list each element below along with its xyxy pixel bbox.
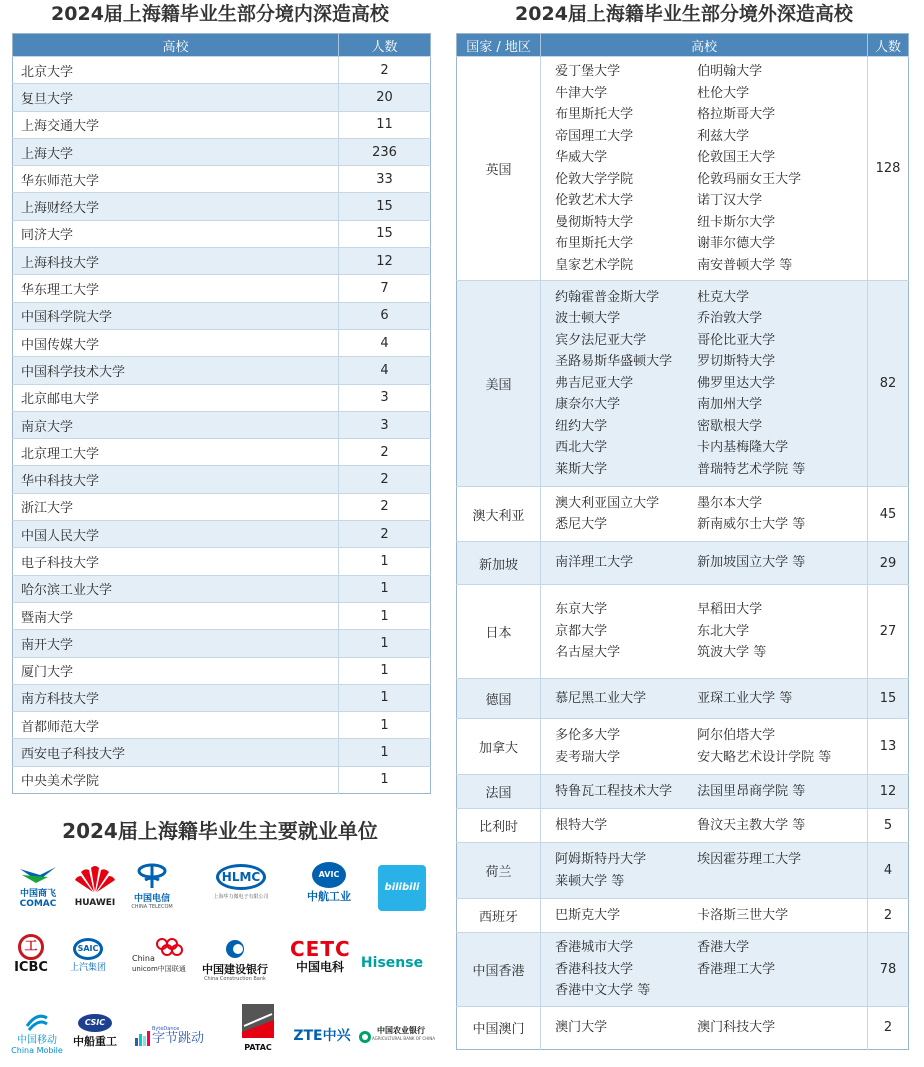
school-name: 慕尼黑工业大学 [555,690,647,706]
school-name-cell: 南京大学 [13,411,339,438]
schools-cell [541,57,868,281]
school-name-cell: 上海科技大学 [13,248,339,275]
count-cell: 4 [339,357,431,384]
school-name: 埃因霍芬理工大学 [697,852,802,867]
school-name: 筑波大学 等 [697,645,767,661]
count-cell: 1 [339,548,431,575]
school-name-cell: 南开大学 [13,630,339,657]
school-name-cell: 北京邮电大学 [13,384,339,411]
schools-grid [555,849,867,892]
china-telecom-logo: 中国电信 CHINA TELECOM [128,862,176,910]
schools-cell [541,679,868,719]
count-cell: 2 [339,439,431,466]
school-name: 佛罗里达大学 [697,375,776,391]
school-name: 西北大学 [555,440,608,456]
count-cell: 15 [339,193,431,220]
table-row [457,57,909,281]
telecom-swirl-icon [135,862,169,890]
column-header-count: 人数 [339,34,431,57]
count-cell: 1 [339,575,431,602]
table-row [457,809,909,843]
school-name: 澳门科技大学 [697,1019,776,1035]
domestic-schools-table [12,33,431,794]
school-name: 墨尔本大学 [697,495,763,511]
school-name: 波士顿大学 [555,311,621,327]
huawei-logo: HUAWEI [70,864,120,908]
school-name: 卡内基梅隆大学 [697,440,789,456]
schools-grid [555,552,867,574]
school-name: 澳大利亚国立大学 [555,495,660,511]
count-cell: 13 [868,719,909,775]
table-row [457,899,909,933]
table-row [13,466,431,493]
table-row [457,585,909,679]
count-cell: 29 [868,542,909,585]
schools-grid [555,725,867,768]
school-name-cell: 暨南大学 [13,602,339,629]
column-header-school: 高校 [13,34,339,57]
country-cell: 荷兰 [457,843,541,899]
column-header-count: 人数 [868,34,909,57]
schools-cell [541,585,868,679]
hisense-logo: Hisense [360,955,424,971]
school-name: 伦敦艺术大学 [555,193,634,208]
count-cell: 33 [339,166,431,193]
school-name: 特鲁瓦工程技术大学 [555,783,673,799]
table-row [13,357,431,384]
schools-grid [555,287,867,481]
count-cell: 1 [339,712,431,739]
schools-grid [555,599,867,664]
table-header-row [13,34,431,57]
count-cell: 5 [868,809,909,843]
school-name-cell: 华东师范大学 [13,166,339,193]
school-name: 安大略艺术设计学院 等 [697,749,832,765]
school-name-cell: 哈尔滨工业大学 [13,575,339,602]
table-row [457,1006,909,1049]
abc-logo: 中国农业银行 AGRICULTURAL BANK OF CHINA [358,1026,430,1041]
count-cell: 20 [339,84,431,111]
school-name: 阿姆斯特丹大学 [555,852,647,867]
school-name: 鲁汶天主教大学 等 [697,817,806,833]
table-row [13,329,431,356]
school-name: 密歇根大学 [697,418,763,434]
patac-logo: PATAC [236,1004,280,1052]
mobile-swirl-icon [23,1010,51,1032]
count-cell: 4 [339,329,431,356]
zte-logo: ZTE中兴 [293,1028,351,1044]
icbc-logo: 工 ICBC [10,934,52,976]
school-name-cell: 中央美术学院 [13,766,339,793]
school-name: 弗吉尼亚大学 [555,375,634,391]
school-name: 哥伦比亚大学 [697,332,776,348]
count-cell: 1 [339,602,431,629]
count-cell: 2 [339,493,431,520]
count-cell: 1 [339,684,431,711]
table-row [13,166,431,193]
schools-grid [555,61,867,276]
schools-cell [541,281,868,487]
schools-grid [555,493,867,536]
cetc-mark: CETC [290,937,351,961]
table-row [13,411,431,438]
table-row [457,542,909,585]
school-name: 京都大学 [555,623,608,639]
table-row [13,138,431,165]
school-name: 巴斯克大学 [555,907,621,923]
unicom-knot-icon [152,936,188,958]
school-name-cell: 浙江大学 [13,493,339,520]
table-row [13,766,431,793]
china-mobile-logo: 中国移动 China Mobile [10,1010,64,1056]
country-cell: 德国 [457,679,541,719]
school-name-cell: 复旦大学 [13,84,339,111]
table-row [13,248,431,275]
table-row [13,84,431,111]
school-name: 纽约大学 [555,418,608,434]
school-name-cell: 西安电子科技大学 [13,739,339,766]
comac-logo: 中国商飞 COMAC [10,865,66,909]
country-cell: 美国 [457,281,541,487]
ccb-icon [224,938,246,960]
school-name-cell: 同济大学 [13,220,339,247]
school-name: 伦敦玛丽女王大学 [697,171,802,187]
school-name-cell: 中国传媒大学 [13,329,339,356]
table-row [457,487,909,542]
schools-grid [555,688,867,710]
school-name: 根特大学 [555,817,608,833]
school-name: 香港城市大学 [555,940,634,955]
count-cell: 12 [868,775,909,809]
school-name: 新南威尔士大学 等 [697,517,806,532]
school-name: 布里斯托大学 [555,107,634,122]
count-cell: 2 [868,1006,909,1049]
school-name: 杜克大学 [697,289,750,305]
school-name: 法国里昂商学院 等 [697,783,806,799]
bytedance-logo: ByteDance 字节跳动 [132,1026,222,1046]
hlmc-mark: HLMC [216,864,266,890]
school-name-cell: 中国科学技术大学 [13,357,339,384]
schools-grid [555,815,867,837]
school-name-cell: 上海财经大学 [13,193,339,220]
bilibili-mark: bilibili [384,882,420,893]
school-name: 帝国理工大学 [555,128,634,144]
school-name: 格拉斯哥大学 [697,107,776,122]
table-row [457,843,909,899]
school-name: 莱顿大学 等 [555,873,625,889]
school-name: 罗切斯特大学 [697,354,776,370]
school-name: 伦敦大学学院 [555,171,634,187]
school-name: 南加州大学 [697,397,763,413]
table-row [13,712,431,739]
saic-logo: SAIC 上汽集团 [66,938,110,973]
table-row [457,933,909,1007]
school-name: 华威大学 [555,150,608,165]
schools-grid [555,1017,867,1039]
school-name [697,871,867,893]
avic-mark: AVIC [312,862,346,888]
school-name: 早稻田大学 [697,602,763,618]
cetc-logo: CETC 中国电科 [290,937,351,974]
column-header-school: 高校 [541,34,868,57]
school-name: 莱斯大学 [555,461,608,477]
school-name: 牛津大学 [555,85,608,101]
school-name: 香港大学 [697,940,750,955]
country-cell: 中国澳门 [457,1006,541,1049]
school-name: 名古屋大学 [555,645,621,661]
avic-logo: AVIC 中航工业 [296,862,362,904]
school-name-cell: 北京大学 [13,57,339,84]
table-row [13,57,431,84]
school-name-cell: 南方科技大学 [13,684,339,711]
school-name: 爱丁堡大学 [555,64,621,79]
abc-icon [358,1030,372,1044]
school-name: 阿尔伯塔大学 [697,728,776,743]
country-cell: 加拿大 [457,719,541,775]
schools-grid [555,781,867,803]
school-name-cell: 华东理工大学 [13,275,339,302]
table-row [13,111,431,138]
employers-title: 2024届上海籍毕业生主要就业单位 [62,819,378,843]
school-name: 曼彻斯特大学 [555,214,634,230]
table-row [13,575,431,602]
school-name: 南安普顿大学 等 [697,257,793,273]
schools-cell [541,542,868,585]
school-name-cell: 首都师范大学 [13,712,339,739]
table-row [457,679,909,719]
school-name: 新加坡国立大学 等 [697,555,806,571]
school-name-cell: 中国科学院大学 [13,302,339,329]
table-row [13,493,431,520]
overseas-schools-table [456,33,909,1050]
table-row [13,602,431,629]
school-name: 东北大学 [697,623,750,639]
table-row [457,281,909,487]
school-name: 东京大学 [555,602,608,618]
school-name: 卡洛斯三世大学 [697,907,789,923]
school-name: 亚琛工业大学 等 [697,690,793,706]
country-cell: 法国 [457,775,541,809]
table-row [13,384,431,411]
huawei-flower-icon [73,864,117,894]
school-name: 麦考瑞大学 [555,749,621,765]
schools-cell [541,843,868,899]
school-name: 香港理工大学 [697,961,776,977]
school-name: 圣路易斯华盛顿大学 [555,354,673,370]
count-cell: 2 [339,466,431,493]
country-cell: 中国香港 [457,933,541,1007]
count-cell: 82 [868,281,909,487]
school-name: 诺丁汉大学 [697,193,763,208]
comac-wing-icon [18,865,58,885]
country-cell: 日本 [457,585,541,679]
csic-mark: CSIC [78,1014,112,1032]
school-name: 香港中文大学 等 [555,983,651,998]
schools-grid [555,937,867,1002]
country-cell: 英国 [457,57,541,281]
count-cell: 12 [339,248,431,275]
table-row [13,275,431,302]
schools-cell [541,719,868,775]
count-cell: 7 [339,275,431,302]
count-cell: 6 [339,302,431,329]
school-name-cell: 上海交通大学 [13,111,339,138]
table-row [13,193,431,220]
school-name-cell: 中国人民大学 [13,521,339,548]
table-row [13,739,431,766]
school-name: 香港科技大学 [555,961,634,977]
count-cell: 128 [868,57,909,281]
count-cell: 1 [339,630,431,657]
count-cell: 78 [868,933,909,1007]
count-cell: 1 [339,739,431,766]
school-name: 皇家艺术学院 [555,257,634,273]
school-name: 布里斯托大学 [555,236,634,251]
schools-cell [541,899,868,933]
china-unicom-logo: China unicom中国联通 [132,942,190,974]
school-name: 伯明翰大学 [697,64,763,79]
school-name: 杜伦大学 [697,85,750,101]
count-cell: 236 [339,138,431,165]
school-name: 伦敦国王大学 [697,150,776,165]
count-cell: 2 [339,57,431,84]
school-name: 澳门大学 [555,1019,608,1035]
school-name: 普瑞特艺术学院 等 [697,461,806,477]
school-name: 乔治敦大学 [697,311,763,327]
bytedance-bars-icon [134,1030,150,1046]
column-header-country: 国家 / 地区 [457,34,541,57]
school-name: 约翰霍普金斯大学 [555,289,660,305]
count-cell: 2 [339,521,431,548]
schools-cell [541,487,868,542]
school-name: 多伦多大学 [555,728,621,743]
school-name: 康奈尔大学 [555,397,621,413]
ccb-logo: 中国建设银行 China Construction Bank [196,938,274,982]
right-table-title: 2024届上海籍毕业生部分境外深造高校 [515,3,853,25]
count-cell: 1 [339,766,431,793]
school-name-cell: 华中科技大学 [13,466,339,493]
school-name: 悉尼大学 [555,517,608,532]
left-table-title: 2024届上海籍毕业生部分境内深造高校 [51,3,389,25]
school-name: 宾夕法尼亚大学 [555,332,647,348]
count-cell: 15 [339,220,431,247]
count-cell: 11 [339,111,431,138]
count-cell: 1 [339,657,431,684]
table-row [457,775,909,809]
school-name-cell: 上海大学 [13,138,339,165]
hlmc-logo: HLMC 上海华力微电子有限公司 [197,864,285,900]
table-row [457,719,909,775]
bilibili-logo [378,865,426,911]
school-name [697,980,867,1002]
saic-mark: SAIC [73,938,103,960]
country-cell: 澳大利亚 [457,487,541,542]
icbc-mark: 工 [18,934,44,960]
csic-logo: CSIC 中船重工 [70,1014,120,1049]
schools-cell [541,933,868,1007]
school-name-cell: 厦门大学 [13,657,339,684]
count-cell: 15 [868,679,909,719]
school-name-cell: 电子科技大学 [13,548,339,575]
count-cell: 2 [868,899,909,933]
school-name-cell: 北京理工大学 [13,439,339,466]
count-cell: 3 [339,411,431,438]
count-cell: 4 [868,843,909,899]
table-row [13,439,431,466]
table-row [13,630,431,657]
count-cell: 27 [868,585,909,679]
schools-cell [541,1006,868,1049]
country-cell: 西班牙 [457,899,541,933]
count-cell: 3 [339,384,431,411]
table-row [13,548,431,575]
country-cell: 比利时 [457,809,541,843]
school-name: 谢菲尔德大学 [697,236,776,251]
school-name: 纽卡斯尔大学 [697,214,776,230]
schools-grid [555,905,867,927]
count-cell: 45 [868,487,909,542]
table-row [13,302,431,329]
schools-cell [541,809,868,843]
table-row [13,684,431,711]
schools-cell [541,775,868,809]
school-name: 利兹大学 [697,128,750,144]
table-row [13,657,431,684]
country-cell: 新加坡 [457,542,541,585]
table-row [13,521,431,548]
table-header-row [457,34,909,57]
table-row [13,220,431,247]
school-name: 南洋理工大学 [555,555,634,571]
